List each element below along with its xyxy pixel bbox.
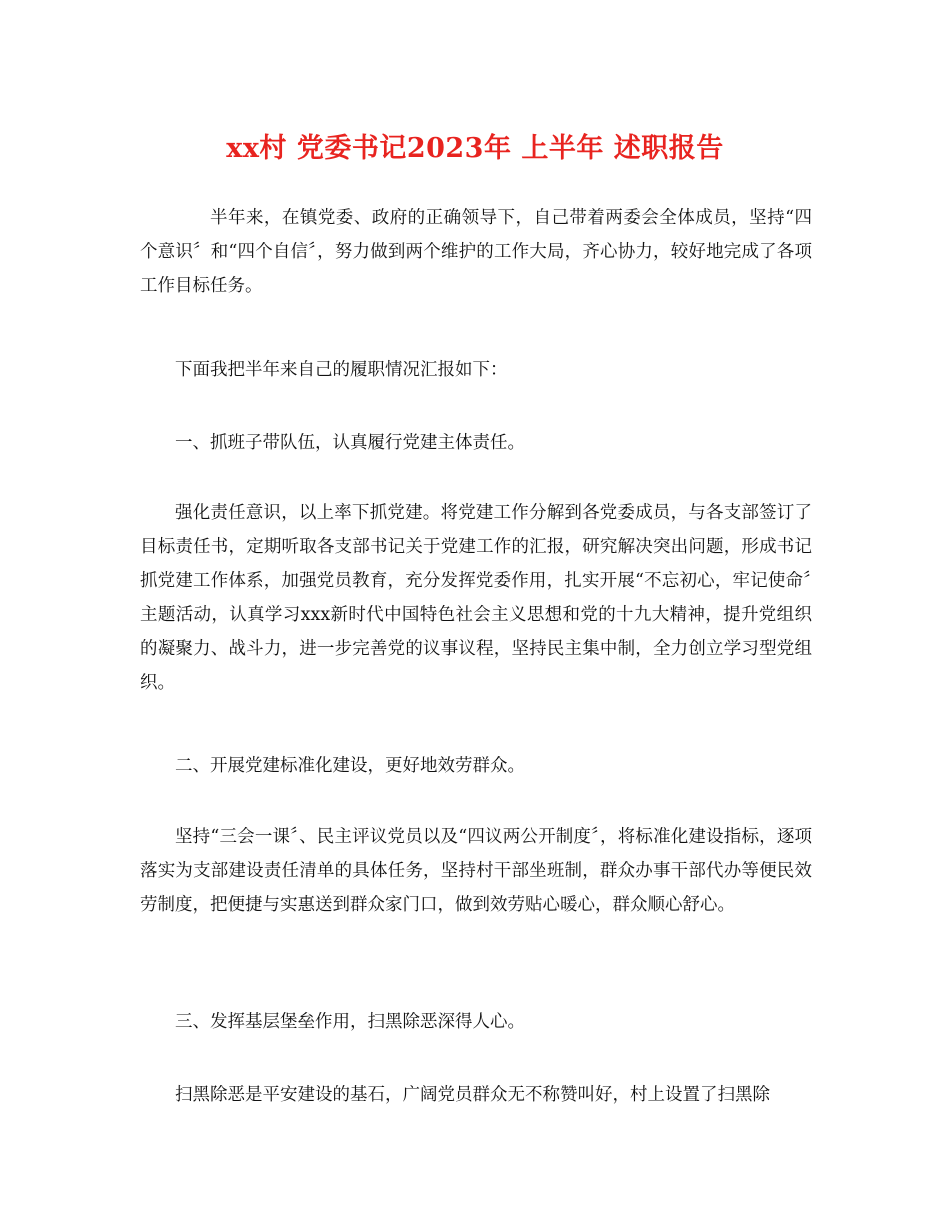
paragraph-intro: 半年来，在镇党委、政府的正确领导下，自己带着两委会全体成员，坚持“四个意识〞和“四个自信〞，努力做到两个维护的工作大局，齐心协力，较好地完成了各项工作目标任务。	[140, 208, 812, 296]
document-title: xx村 党委书记2023年 上半年 述职报告	[226, 133, 724, 164]
paragraph-lead: 下面我把半年来自己的履职情况汇报如下：	[175, 360, 508, 380]
paragraph-section-3: 扫黑除恶是平安建设的基石，广阔党员群众无不称赞叫好，村上设置了扫黑除	[175, 1085, 770, 1105]
section-heading-3: 三、发挥基层堡垒作用，扫黑除恶深得人心。	[175, 1012, 525, 1032]
paragraph-section-1: 强化责任意识，以上率下抓党建。将党建工作分解到各党委成员，与各支部签订了目标责任书，定期听取各支部书记关于党建工作的汇报，研究解决突出问题，形成书记抓党建工作体系，加强党员教育，充分发挥党委作用，扎实开展“不忘初心，牢记使命〞主题活动，认真学习xxx新时代中国特色社会主义思想和党的十九大精神，提升党组织的凝聚力、战斗力，进一步完善党的议事议程，坚持民主集中制，全力创立学习型党组织。	[140, 503, 812, 693]
paragraph-section-2: 坚持“三会一课〞、民主评议党员以及“四议两公开制度〞，将标准化建设指标，逐项落实为支部建设责任清单的具体任务，坚持村干部坐班制，群众办事干部代办等便民效劳制度，把便捷与实惠送到群众家门口，做到效劳贴心暖心，群众顺心舒心。	[140, 827, 812, 915]
section-heading-1: 一、抓班子带队伍，认真履行党建主体责任。	[175, 433, 525, 453]
section-heading-2: 二、开展党建标准化建设，更好地效劳群众。	[175, 756, 525, 776]
